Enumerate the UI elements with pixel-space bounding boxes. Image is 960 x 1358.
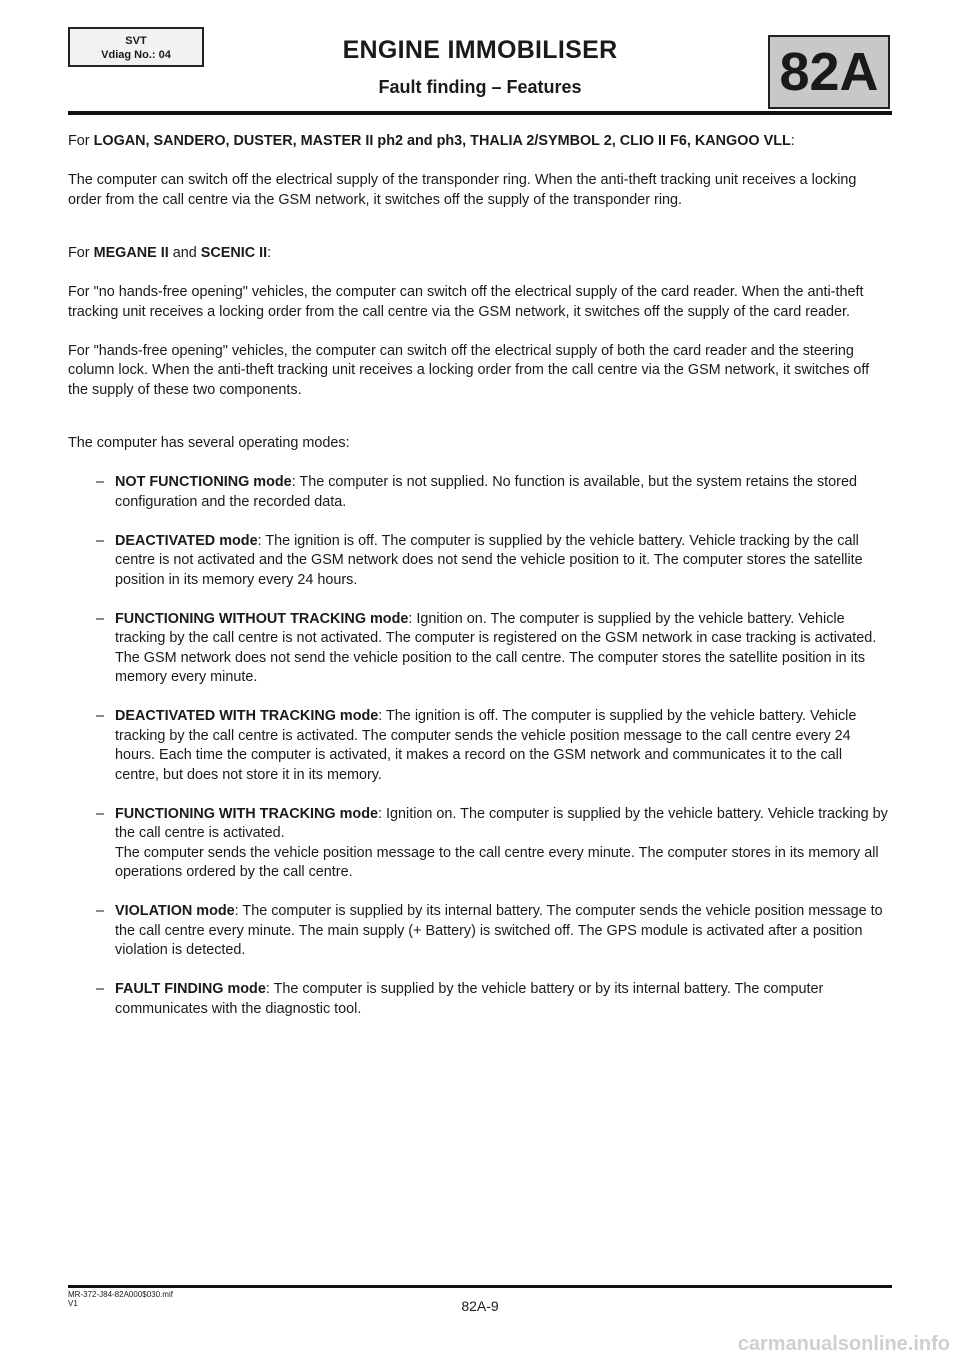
models-line-1	[68, 132, 890, 152]
dash-bullet: –	[96, 610, 105, 627]
model-scenic: SCENIC II	[200, 245, 268, 261]
model-megane: MEGANE II	[93, 245, 169, 261]
dash-bullet: –	[96, 981, 105, 997]
mode-description: : Ignition on. The computer is supplied by the vehicle battery. Vehicle tracking by the call centre is not activated. The computer is registered on the GSM network in case tracking is activated. The GSM network does not send the vehicle position to the call centre. The computer stores the satellite position in its memory every minute.	[115, 610, 877, 685]
for-label: For	[68, 133, 90, 149]
model-list: LOGAN, SANDERO, DUSTER, MASTER II ph2 and ph3, THALIA 2/SYMBOL 2, CLIO II F6, KANGOO VLL	[93, 133, 791, 149]
footer-divider	[68, 1285, 892, 1288]
mode-name: FUNCTIONING WITH TRACKING mode	[115, 805, 379, 822]
dash-bullet: –	[96, 903, 105, 919]
for-label: For	[68, 245, 90, 261]
mode-name: VIOLATION mode	[115, 903, 235, 919]
dash-bullet: –	[96, 474, 105, 490]
dash-bullet: –	[96, 708, 105, 724]
mode-name: NOT FUNCTIONING mode	[115, 474, 292, 490]
mode-name: DEACTIVATED WITH TRACKING mode	[115, 708, 379, 724]
and-label: and	[172, 245, 197, 261]
site-watermark: carmanualsonline.info	[737, 1333, 950, 1355]
list-item	[68, 980, 890, 1019]
operating-modes-list	[68, 473, 890, 1019]
doc-ref-file: MR-372-J84-82A000$030.mif	[68, 1290, 173, 1299]
page-number: 82A-9	[461, 1298, 499, 1314]
mode-description: : The ignition is off. The computer is supplied by the vehicle battery. Vehicle tracking by the call centre is activated. The computer sends the vehicle position message to the call centre every 24 hours. Each time the computer is activated, it makes a record on the GSM network and communicates it to the call centre, but does not store it in its memory.	[115, 708, 857, 783]
mode-description: : The computer is supplied by its internal battery. The computer sends the vehicle position message to the call centre every minute. The main supply (+ Battery) is switched off. The GPS module is activated after a position violation is detected.	[115, 903, 883, 958]
svt-label: SVT	[125, 35, 147, 47]
header-divider	[68, 111, 892, 115]
steering-lock-paragraph: For "hands-free opening" vehicles, the computer can switch off the electrical supply of both the card reader and the steering column lock. When the anti-theft tracking unit receives a locking order from the call centre via the GSM network, it switches off the supply of these two components.	[68, 342, 870, 398]
mode-name: FAULT FINDING mode	[115, 981, 266, 997]
mode-name: FUNCTIONING WITHOUT TRACKING mode	[115, 610, 409, 627]
document-body	[68, 132, 890, 1019]
list-item	[68, 805, 890, 883]
transponder-paragraph: The computer can switch off the electrical supply of the transponder ring. When the anti-theft tracking unit receives a locking order from the call centre via the GSM network, it switches off the supply of the transponder ring.	[68, 172, 857, 208]
page-title: ENGINE IMMOBILISER	[342, 36, 618, 64]
dash-bullet: –	[96, 532, 105, 549]
list-item	[68, 473, 890, 512]
mode-description: : The computer is not supplied. No function is available, but the system retains the stored configuration and the recorded data.	[115, 474, 857, 510]
modes-intro: The computer has several operating modes:	[68, 435, 350, 451]
vehicle-info-box	[68, 27, 204, 67]
list-item	[68, 610, 890, 688]
list-item	[68, 707, 890, 785]
mode-name: DEACTIVATED mode	[115, 532, 258, 549]
dash-bullet: –	[96, 805, 105, 822]
mode-description: : The computer is supplied by the vehicle battery or by its internal battery. The computer communicates with the diagnostic tool.	[115, 981, 824, 1017]
card-reader-paragraph: For "no hands-free opening" vehicles, the computer can switch off the electrical supply of the card reader. When the anti-theft tracking unit receives a locking order from the call centre via the GSM network, it switches off the supply of the card reader.	[68, 284, 864, 320]
doc-version: V1	[68, 1299, 78, 1308]
page-subtitle: Fault finding – Features	[378, 77, 582, 97]
mode-description: : The ignition is off. The computer is supplied by the vehicle battery. Vehicle tracking by the call centre is not activated and the GSM network does not send the vehicle position to it. The computer stores the satellite position in its memory every 24 hours.	[115, 532, 863, 588]
colon: :	[790, 133, 795, 149]
colon: :	[267, 245, 272, 261]
document-reference	[68, 1290, 173, 1308]
list-item	[68, 532, 890, 591]
list-item	[68, 902, 890, 961]
mode-description: : Ignition on. The computer is supplied by the vehicle battery. Vehicle tracking by the call centre is activated.	[115, 805, 888, 841]
mode-description-continued: The computer sends the vehicle position message to the call centre every minute. The computer stores in its memory all operations ordered by the call centre.	[115, 844, 879, 880]
models-line-2	[68, 244, 890, 264]
section-code-badge: 82A	[768, 35, 890, 109]
vdiag-label: Vdiag No.: 04	[101, 49, 171, 61]
